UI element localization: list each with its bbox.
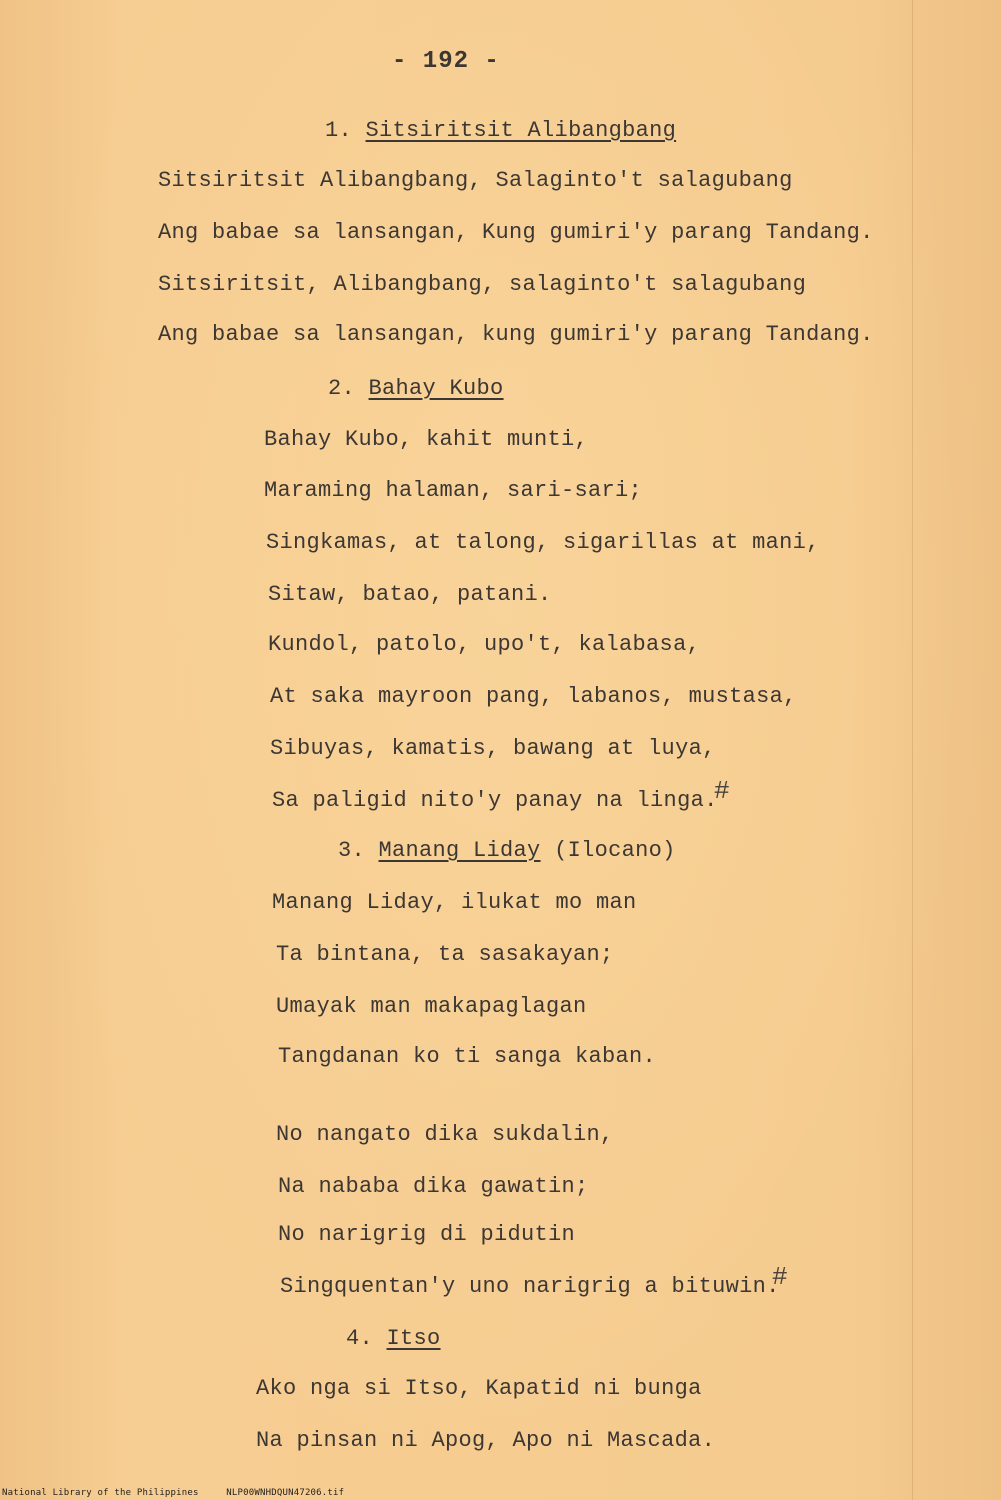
song-heading [338, 838, 676, 863]
song-line: Manang Liday, ilukat mo man [272, 890, 637, 915]
song-line: Tangdanan ko ti sanga kaban. [278, 1044, 657, 1069]
footer-filename: NLP00WNHDQUN47206.tif [226, 1488, 345, 1498]
song-line: Ang babae sa lansangan, Kung gumiri'y parang Tandang. [158, 220, 874, 245]
song-line: Ang babae sa lansangan, kung gumiri'y parang Tandang. [158, 322, 874, 347]
song-number: 1. [325, 118, 353, 143]
song-title: Bahay Kubo [368, 376, 504, 401]
song-note: (Ilocano) [554, 838, 676, 863]
footer-library: National Library of the Philippines [2, 1488, 199, 1498]
song-line: No narigrig di pidutin [278, 1222, 576, 1247]
end-mark: # [714, 776, 730, 806]
song-line: No nangato dika sukdalin, [276, 1122, 614, 1147]
song-line: At saka mayroon pang, labanos, mustasa, [270, 684, 797, 709]
song-heading [328, 376, 504, 401]
song-line: Na nababa dika gawatin; [278, 1174, 589, 1199]
song-heading [325, 118, 676, 143]
song-line: Na pinsan ni Apog, Apo ni Mascada. [256, 1428, 716, 1453]
song-line: Ta bintana, ta sasakayan; [276, 942, 614, 967]
page-number: - 192 - [392, 48, 500, 75]
song-number: 2. [328, 376, 356, 401]
song-line: Singkamas, at talong, sigarillas at mani, [266, 530, 820, 555]
page-margin-line [912, 0, 913, 1500]
song-line: Singquentan'y uno narigrig a bituwin. [280, 1274, 780, 1299]
song-line: Bahay Kubo, kahit munti, [264, 427, 589, 452]
scan-footer [2, 1488, 366, 1498]
song-title: Manang Liday [378, 838, 541, 863]
song-line: Sitsiritsit, Alibangbang, salaginto't salagubang [158, 272, 807, 297]
song-heading [346, 1326, 441, 1351]
end-mark: # [772, 1262, 788, 1292]
song-number: 3. [338, 838, 366, 863]
song-line: Sitsiritsit Alibangbang, Salaginto't salagubang [158, 168, 793, 193]
song-line: Sa paligid nito'y panay na linga. [272, 788, 718, 813]
song-line: Sibuyas, kamatis, bawang at luya, [270, 736, 716, 761]
song-line: Umayak man makapaglagan [276, 994, 587, 1019]
song-line: Kundol, patolo, upo't, kalabasa, [268, 632, 701, 657]
song-title: Sitsiritsit Alibangbang [365, 118, 677, 143]
song-line: Ako nga si Itso, Kapatid ni bunga [256, 1376, 702, 1401]
song-title: Itso [386, 1326, 441, 1351]
song-line: Maraming halaman, sari-sari; [264, 478, 643, 503]
song-line: Sitaw, batao, patani. [268, 582, 552, 607]
song-number: 4. [346, 1326, 374, 1351]
